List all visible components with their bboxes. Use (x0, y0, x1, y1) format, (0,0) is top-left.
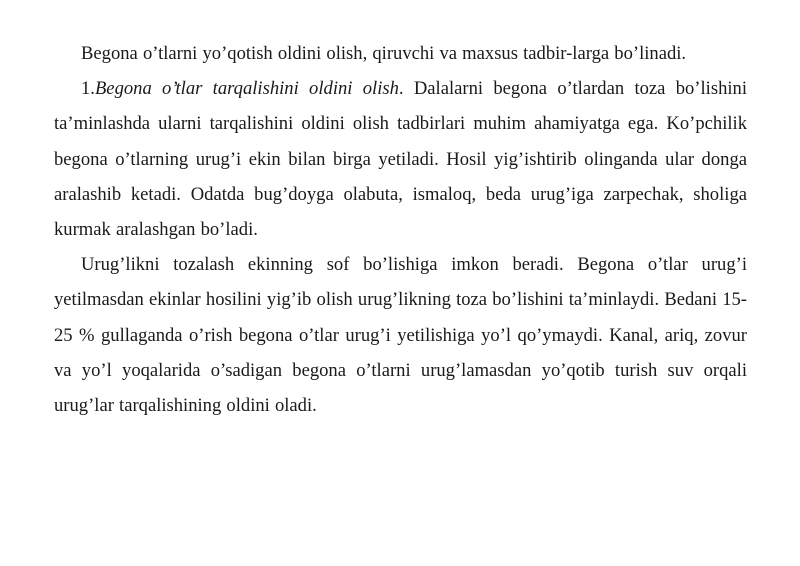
paragraph-seed-cleaning-text: Urug’likni tozalash ekinning sof bo’lishiga imkon beradi. Begona o’tlar urug’i yetilmasdan ekinlar hosilini yig’ib olish urug’likning toza bo’lishini ta’minlaydi. Bedani 15-25 % gullaganda o’rish begona o’tlar urug’i yetilishiga yo’l qo’ymaydi. Kanal, ariq, zovur va yo’l yoqalarida o’sadigan begona o’tlarni urug’lamasdan yo’qotib turish suv orqali urug’lar tarqalishining oldini oladi. (54, 254, 747, 417)
section-number: 1. (81, 78, 95, 100)
paragraph-intro (54, 36, 747, 71)
document-page (54, 36, 747, 423)
section-heading-italic: Begona o’tlar tarqalishini oldini olish (94, 78, 399, 100)
paragraph-spread-prevention (54, 71, 747, 247)
paragraph-spread-prevention-text: . Dalalarni begona o’tlardan toza bo’lishini ta’minlashda ularni tarqalishini oldini olish tadbirlari muhim ahamiyatga ega. Ko’pchilik begona o’tlarning urug’i ekin bilan birga yetiladi. Hosil yig’ishtirib olinganda ular donga aralashib ketadi. Odatda bug’doyga olabuta, ismaloq, beda urug’iga zarpechak, sholiga kurmak aralashgan bo’ladi. (54, 78, 747, 241)
paragraph-seed-cleaning (54, 247, 747, 423)
paragraph-intro-text: Begona o’tlarni yo’qotish oldini olish, qiruvchi va maxsus tadbir-larga bo’linadi. (81, 43, 687, 64)
